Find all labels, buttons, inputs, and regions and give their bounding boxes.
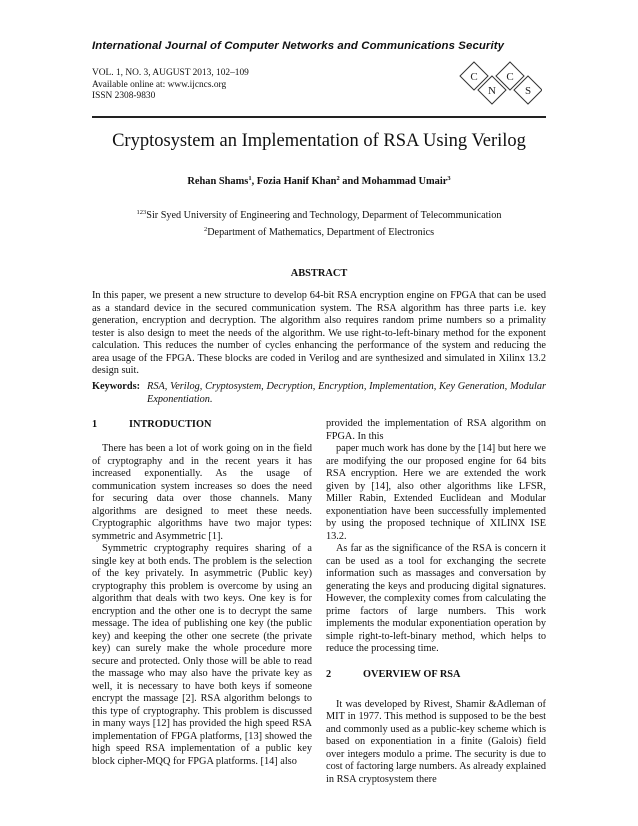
abstract-body: In this paper, we present a new structure to develop 64-bit RSA encryption engine on FPGA that can be used as a standard device in the secured communication system. The RSA algorithm has three parts i.e. key generation, encryption and decryption. The algorithm also requires random prime numbers so a primality tester is also design to meet the needs of the algorithm. We use right-to-left-binary method for the exponent calculation. This reduces the number of cycles enhancing the performance of the system and reducing the area usage of the FPGA. These blocks are coded in Verilog and are synthesized and simulated in Xilinx 13.2 design suit.	[92, 290, 546, 376]
section-heading-overview	[326, 668, 546, 681]
volume-line: VOL. 1, NO. 3, AUGUST 2013, 102–109	[92, 68, 249, 78]
author-name: Mohammad Umair	[361, 176, 448, 187]
author-sup: 2	[336, 175, 340, 182]
keywords-text: RSA, Verilog, Cryptosystem, Decryption, Encryption, Implementation, Key Generation, Modular Exponentiation.	[147, 381, 546, 405]
affiliation-1	[92, 209, 546, 222]
author-separator: ,	[251, 176, 257, 187]
section-heading-introduction	[92, 418, 312, 431]
affiliation-2	[92, 226, 546, 239]
logo-letter-c1: C	[470, 71, 478, 83]
keywords-block	[92, 381, 546, 406]
section-number: 1	[92, 419, 98, 430]
abstract-heading: ABSTRACT	[290, 268, 348, 279]
author-name: Fozia Hanif Khan	[256, 176, 337, 187]
paragraph: Symmetric cryptography requires sharing of a single key at both ends. The problem is the selection of the key privately. In asymmetric (Public key) cryptography this problem is overcome by using an algorithm that deals with two keys. One key is for encryption and the other one is to decrypt the same message. The idea of publishing one key (the public key) and keeping the other one secrete (the private key) can surely make the whole procedure more secure and protected. Only those will be able to read the massage who may also have the private key as well, it is necessary to have both keys if someone encrypt the massage [2]. RSA algorithm belongs to this type of cryptography. This problem is discussed in many ways [12] has provided the high speed RSA implementation of FPGA platforms, [13] showed the high speed RSA implementation of a public key block cipher-MQQ for FPGA platforms. [14] also	[92, 543, 312, 767]
journal-logo-icon	[452, 60, 542, 106]
author-name: Rehan Shams	[187, 176, 249, 187]
issn-line: ISSN 2308-9830	[92, 91, 156, 101]
logo-letter-c2: C	[506, 71, 514, 83]
keywords-label: Keywords:	[92, 381, 141, 392]
header-divider	[92, 116, 546, 118]
section-title: INTRODUCTION	[129, 419, 212, 430]
website-line: Available online at: www.ijcncs.org	[92, 79, 227, 90]
author-sup: 1	[248, 175, 252, 182]
logo-letter-s: S	[524, 85, 532, 97]
paper-title: Cryptosystem an Implementation of RSA Using Verilog	[112, 131, 526, 151]
logo-letter-n: N	[488, 85, 496, 97]
affiliation-text: Department of Mathematics, Department of Electronics	[207, 227, 435, 238]
left-column	[92, 418, 312, 768]
publication-meta	[92, 68, 249, 103]
author-separator: and	[339, 176, 362, 187]
author-sup: 3	[447, 175, 451, 182]
affiliation-sup: 123	[136, 209, 147, 216]
paragraph: It was developed by Rivest, Shamir &Adleman of MIT in 1977. This method is supposed to be the best and commonly used as a public-key scheme which is based on exponentiation in a finite (Galois) field over integers modulo a prime. The security is due to cost of factoring large numbers. As already explained in RSA cryptosystem there	[326, 698, 546, 785]
paragraph: As far as the significance of the RSA is concern it can be used as a tool for exchanging the secrete information such as massages and conversation by generating the keys and producing digital signatures. However, the complexity comes from calculating the prime factors of large numbers. This work implements the modular exponentiation operation by simple right-to-left-binary method, which helps to reduce the processing time.	[326, 543, 546, 654]
affiliation-sup: 2	[203, 226, 208, 233]
section-number: 2	[326, 668, 332, 680]
paragraph: paper much work has done by the [14] but here we are modifying the our proposed engine for 64 bits RSA encryption. Here we are extended the work given by [14], also other algorithms like LFSR, Miller Rabin, Extended Euclidean and Modular exponentiation have been successfully implemented by using the proposed technique of XILINX ISE 13.2.	[326, 443, 546, 542]
paragraph: provided the implementation of RSA algorithm on FPGA. In this	[326, 418, 546, 442]
journal-name: International Journal of Computer Networks and Communications Security	[92, 40, 505, 52]
author-list	[92, 175, 546, 188]
paragraph: There has been a lot of work going on in the field of cryptography and in the recent years it has increased exponentially. As the usage of communication system increases so does the need for securing data over those channels. Many algorithms are designed to meet these needs. Cryptographic algorithms have two major types: symmetric and Asymmetric [1].	[92, 443, 312, 542]
right-column	[326, 418, 546, 786]
section-title: OVERVIEW OF RSA	[363, 668, 461, 680]
affiliation-text: Sir Syed University of Engineering and Technology, Deparment of Telecommunication	[146, 210, 502, 221]
